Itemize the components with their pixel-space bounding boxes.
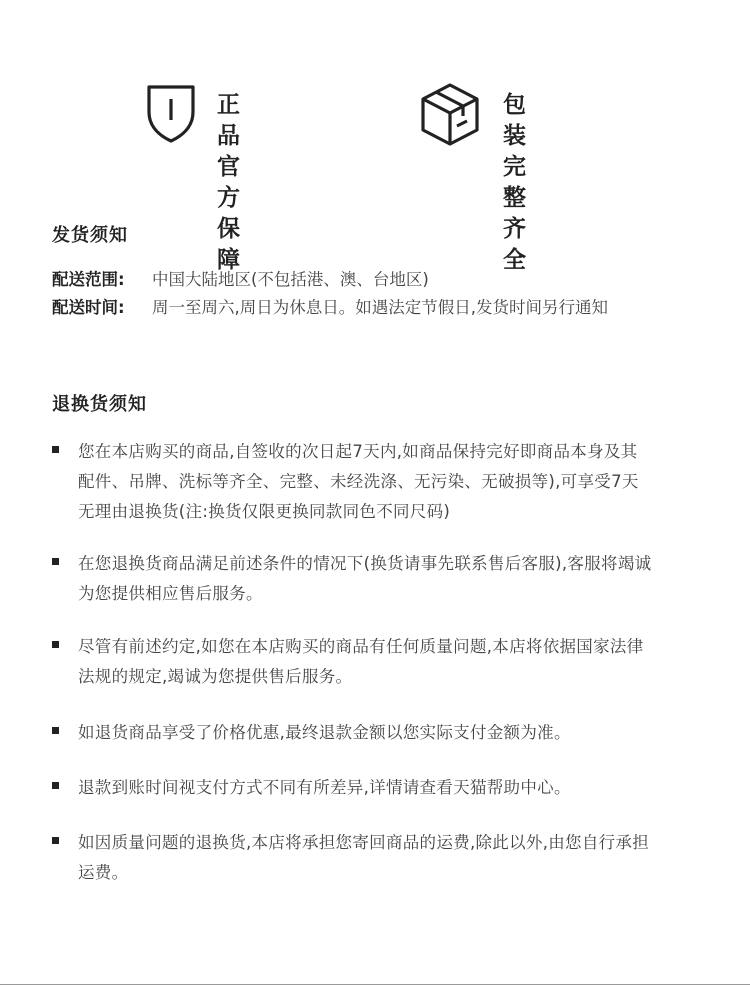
shield-icon xyxy=(145,82,197,144)
badge-package-line1: 包装 xyxy=(503,92,527,149)
returns-title: 退换货须知 xyxy=(52,394,147,415)
shipping-time-value: 周一至周六,周日为休息日。如遇法定节假日,发货时间另行通知 xyxy=(152,298,608,317)
badge-genuine-line2: 官方保障 xyxy=(217,154,241,273)
return-rule-text: 尽管有前述约定,如您在本店购买的商品有任何质量问题,本店将依据国家法律法规的规定,竭诚为您提供售后服务。 xyxy=(78,637,644,686)
shipping-time-label: 配送时间: xyxy=(52,298,125,317)
return-rule-text: 如因质量问题的退换货,本店将承担您寄回商品的运费,除此以外,由您自行承担运费。 xyxy=(78,833,650,882)
bullet-marker xyxy=(52,558,59,565)
badge-genuine-line1: 正品 xyxy=(217,92,241,149)
bullet-marker xyxy=(52,641,59,648)
shipping-time-row xyxy=(52,296,608,320)
return-rule-text: 在您退换货商品满足前述条件的情况下(换货请事先联系售后客服),客服将竭诚为您提供相应售后服务。 xyxy=(78,554,652,603)
bullet-marker xyxy=(52,727,59,734)
badge-package-line2: 完整齐全 xyxy=(503,154,527,273)
shipping-range-label: 配送范围: xyxy=(52,270,125,289)
shipping-range-value: 中国大陆地区(不包括港、澳、台地区) xyxy=(152,270,429,289)
return-rule-text: 您在本店购买的商品,自签收的次日起7天内,如商品保持完好即商品本身及其配件、吊牌、洗标等齐全、完整、未经洗涤、无污染、无破损等),可享受7天无理由退换货(注:换货仅限更换同款同色不同尺码) xyxy=(78,442,639,521)
shipping-title: 发货须知 xyxy=(52,225,128,246)
bullet-marker xyxy=(52,837,59,844)
return-rule-text: 退款到账时间视支付方式不同有所差异,详情请查看天猫帮助中心。 xyxy=(78,778,571,797)
bottom-divider xyxy=(0,984,750,985)
bullet-marker xyxy=(52,446,59,453)
bullet-marker xyxy=(52,782,59,789)
shipping-range-row xyxy=(52,268,429,292)
return-rule-text: 如退货商品享受了价格优惠,最终退款金额以您实际支付金额为准。 xyxy=(78,723,571,742)
box-icon xyxy=(419,82,481,148)
